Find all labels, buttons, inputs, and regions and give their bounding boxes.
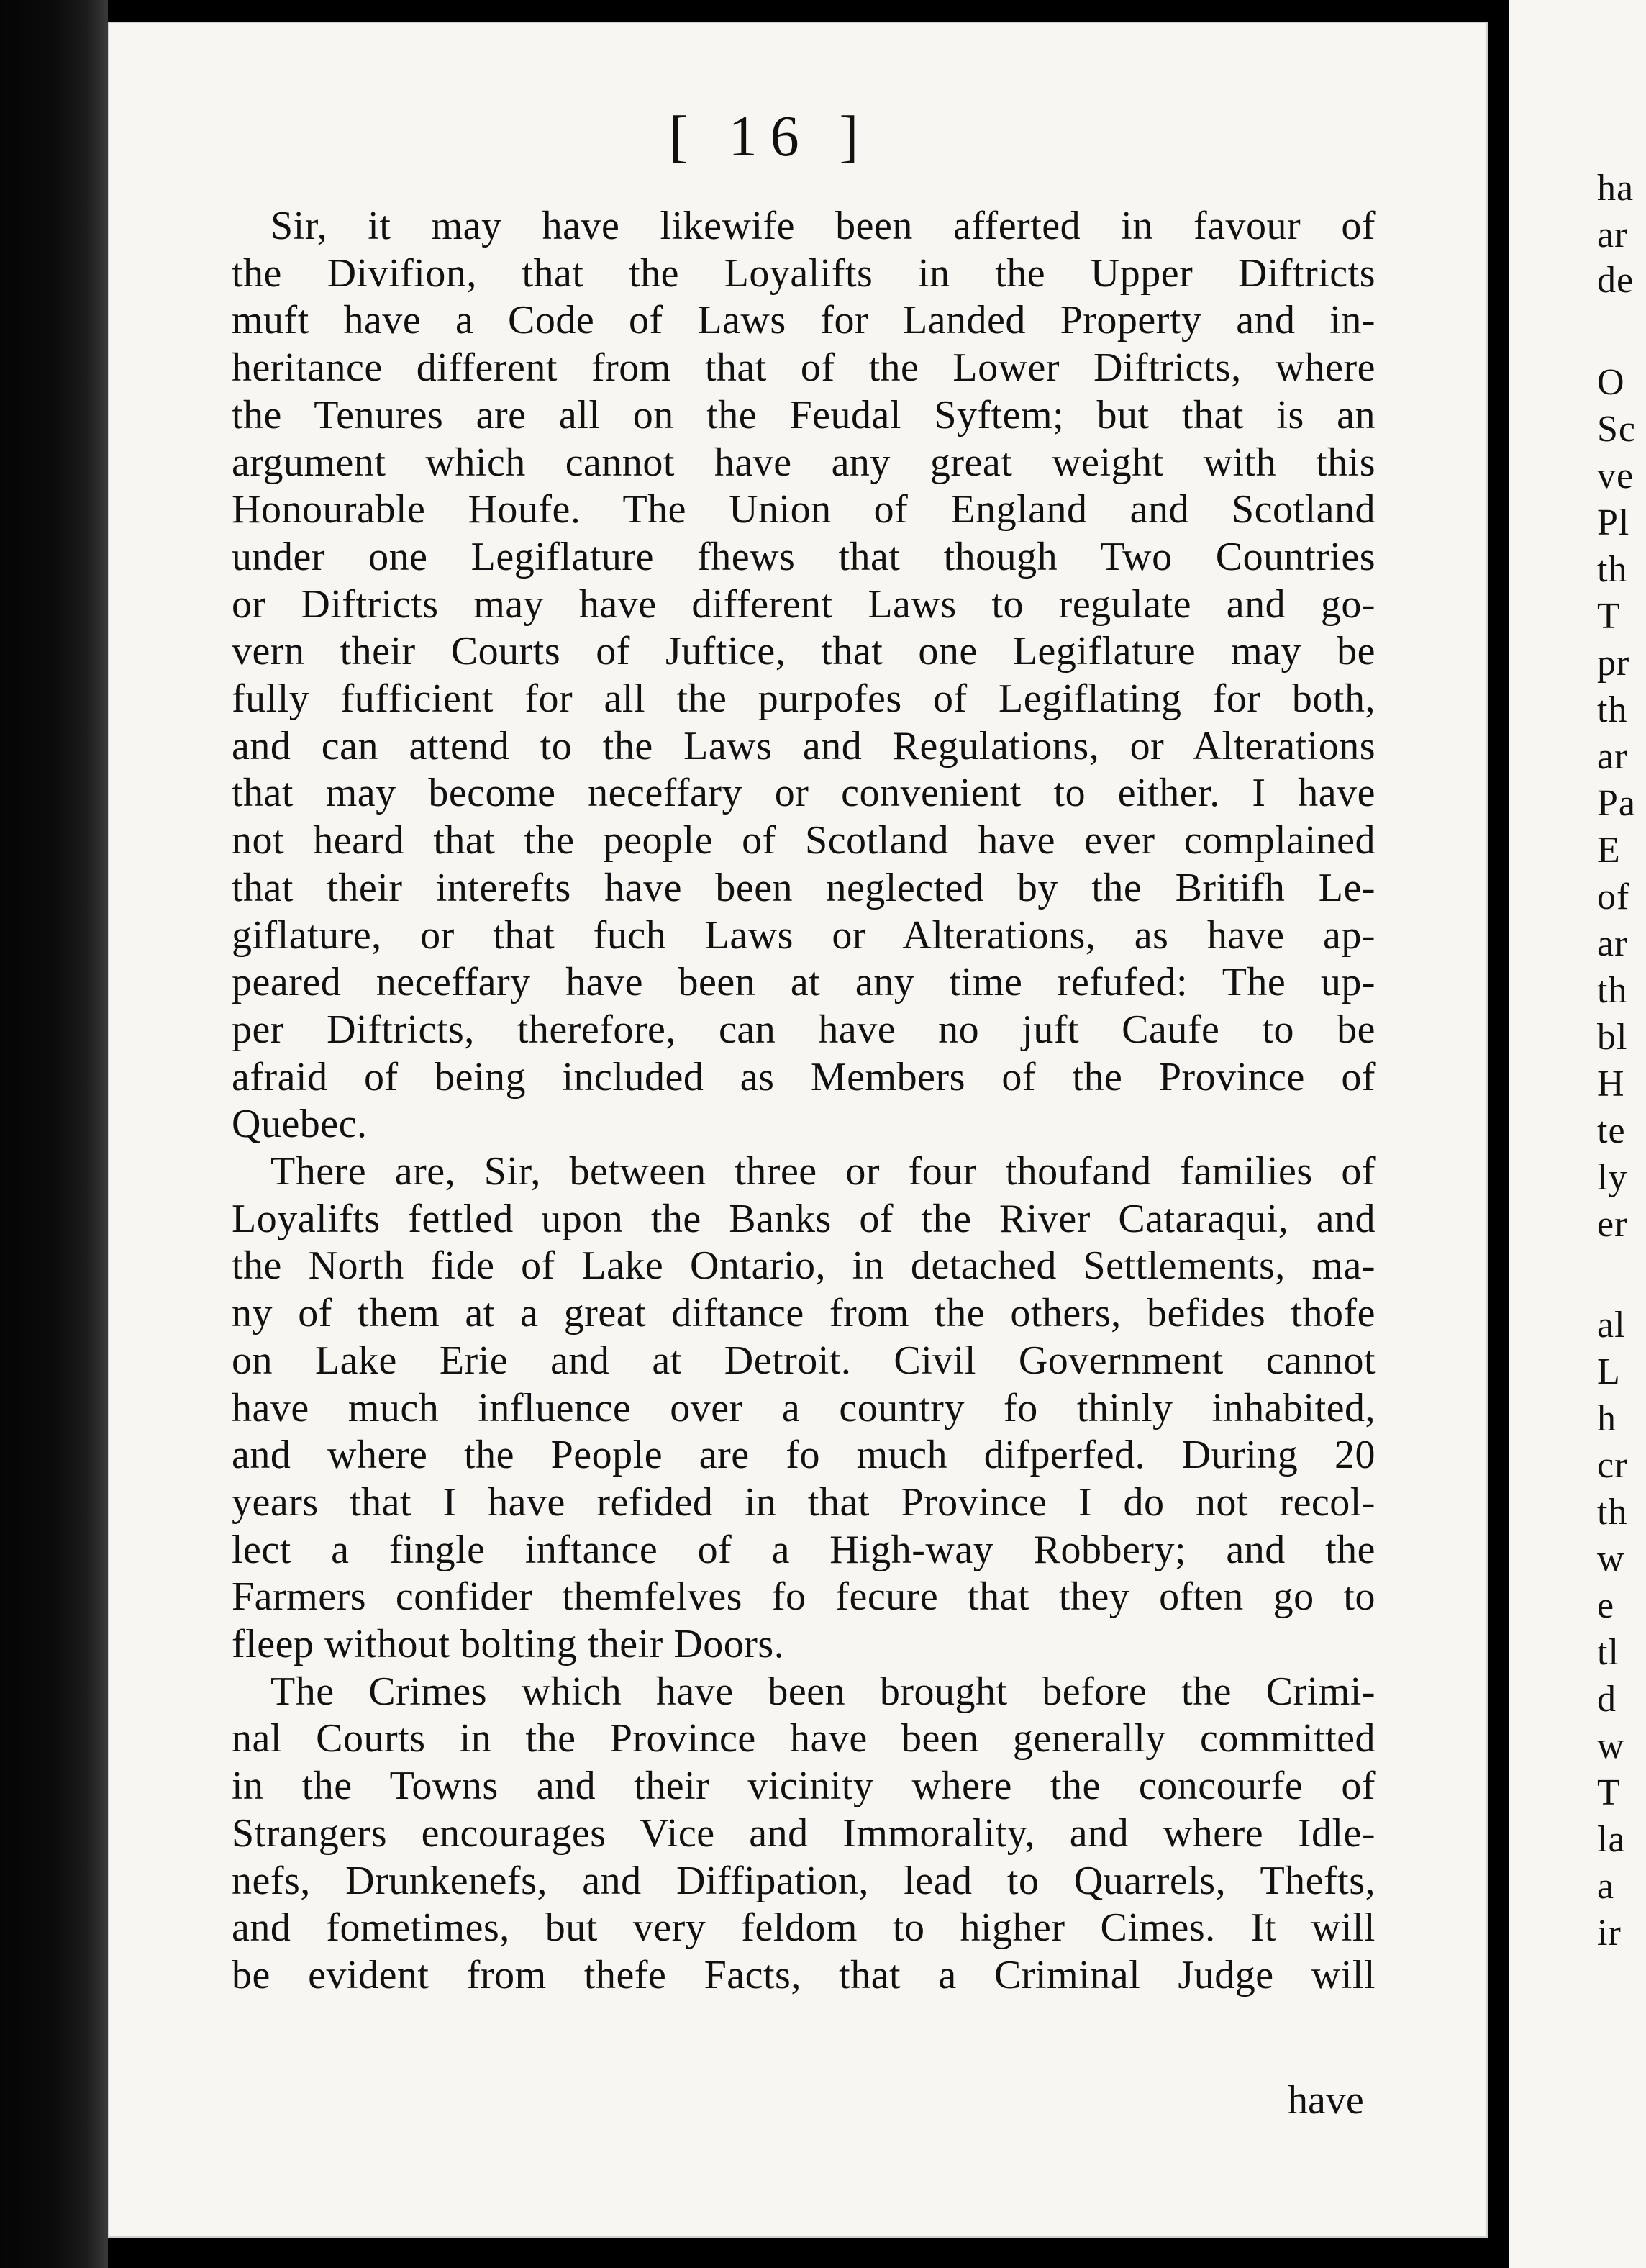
text-line: under one Legiflature fhews that though Two Countries	[232, 535, 1376, 579]
text-line: be evident from thefe Facts, that a Criminal Judge will	[232, 1953, 1376, 1997]
facing-page-line: la	[1597, 1819, 1626, 1860]
text-line: Quebec.	[232, 1102, 368, 1146]
text-line: giflature, or that fuch Laws or Alterations, as have ap-	[232, 913, 1376, 958]
text-line: afraid of being included as Members of the Province of	[232, 1055, 1376, 1099]
facing-page-line: de	[1597, 260, 1634, 301]
facing-page-fragment	[1509, 0, 1646, 2268]
catchword: have	[1288, 2078, 1364, 2123]
facing-page-line: Pa	[1597, 783, 1636, 824]
facing-page-line: a	[1597, 1866, 1615, 1907]
text-line: the Divifion, that the Loyalifts in the Upper Diftricts	[232, 251, 1376, 296]
facing-page-line: th	[1597, 549, 1628, 590]
facing-page-line: er	[1597, 1204, 1628, 1245]
text-line: fully fufficient for all the purpofes of Legiflating for both,	[232, 676, 1376, 721]
facing-page-line: H	[1597, 1063, 1625, 1104]
facing-page-line: tl	[1597, 1632, 1619, 1673]
text-line: in the Towns and their vicinity where the concourfe of	[232, 1764, 1376, 1808]
text-line: Sir, it may have likewife been afferted in favour of	[270, 204, 1376, 248]
facing-page-line: cr	[1597, 1445, 1628, 1486]
facing-page-line: bl	[1597, 1017, 1628, 1058]
facing-page-line: ir	[1597, 1913, 1622, 1954]
facing-page-line: th	[1597, 689, 1628, 730]
facing-page-line: T	[1597, 596, 1621, 637]
text-line: on Lake Erie and at Detroit. Civil Government cannot	[232, 1338, 1376, 1383]
facing-page-line: pr	[1597, 643, 1630, 684]
text-line: the Tenures are all on the Feudal Syftem; but that is an	[232, 393, 1376, 437]
facing-page-line: of	[1597, 876, 1630, 917]
text-line: The Crimes which have been brought before the Crimi-	[270, 1669, 1376, 1714]
text-line: not heard that the people of Scotland have ever complained	[232, 818, 1376, 863]
text-line: peared neceffary have been at any time refufed: The up-	[232, 960, 1376, 1004]
facing-page-line: ar	[1597, 923, 1628, 964]
facing-page-line: L	[1597, 1351, 1621, 1392]
facing-page-line: e	[1597, 1585, 1615, 1626]
facing-page-line: d	[1597, 1679, 1617, 1720]
facing-page-line: E	[1597, 830, 1621, 871]
text-line: Farmers confider themfelves fo fecure that they often go to	[232, 1574, 1376, 1619]
text-line: Honourable Houfe. The Union of England and Scotland	[232, 487, 1376, 532]
facing-page-line: ly	[1597, 1157, 1628, 1198]
facing-page-line: w	[1597, 1725, 1625, 1766]
facing-page-line: Pl	[1597, 502, 1630, 543]
text-line: There are, Sir, between three or four thoufand families of	[270, 1149, 1376, 1194]
text-line: nefs, Drunkenefs, and Diffipation, lead to Quarrels, Thefts,	[232, 1859, 1376, 1903]
facing-page-line: O	[1597, 362, 1625, 403]
text-line: and where the People are fo much difperfed. During 20	[232, 1433, 1376, 1477]
facing-page-line: te	[1597, 1110, 1626, 1151]
text-line: the North fide of Lake Ontario, in detached Settlements, ma-	[232, 1243, 1376, 1288]
text-line: muft have a Code of Laws for Landed Property and in-	[232, 298, 1376, 343]
text-line: and fometimes, but very feldom to higher Cimes. It will	[232, 1905, 1376, 1950]
facing-page-line: w	[1597, 1538, 1625, 1579]
facing-page-line: ar	[1597, 214, 1628, 255]
text-line: years that I have refided in that Province I do not recol-	[232, 1480, 1376, 1525]
text-line: fleep without bolting their Doors.	[232, 1622, 785, 1666]
facing-page-line: ar	[1597, 736, 1628, 777]
text-line: or Diftricts may have different Laws to regulate and go-	[232, 582, 1376, 627]
text-line: have much influence over a country fo thinly inhabited,	[232, 1386, 1376, 1430]
text-line: heritance different from that of the Lower Diftricts, where	[232, 345, 1376, 390]
text-line: Loyalifts fettled upon the Banks of the River Cataraqui, and	[232, 1197, 1376, 1241]
text-line: ny of them at a great diftance from the others, befides thofe	[232, 1291, 1376, 1335]
page-gutter	[1488, 0, 1509, 2268]
text-line: that may become neceffary or convenient to either. I have	[232, 771, 1376, 815]
text-line: lect a fingle inftance of a High-way Robbery; and the	[232, 1528, 1376, 1572]
text-line: vern their Courts of Juftice, that one Legiflature may be	[232, 629, 1376, 673]
facing-page-line: th	[1597, 970, 1628, 1011]
text-line: per Diftricts, therefore, can have no juft Caufe to be	[232, 1007, 1376, 1052]
facing-page-line: h	[1597, 1398, 1617, 1439]
facing-page-line: al	[1597, 1305, 1626, 1346]
page-number: [ 16 ]	[669, 105, 872, 168]
text-line: and can attend to the Laws and Regulations, or Alterations	[232, 724, 1376, 768]
facing-page-line: T	[1597, 1772, 1621, 1813]
text-line: argument which cannot have any great weight with this	[232, 440, 1376, 485]
text-line: Strangers encourages Vice and Immorality, and where Idle-	[232, 1811, 1376, 1856]
text-line: that their interefts have been neglected by the Britifh Le-	[232, 866, 1376, 910]
facing-page-line: Sc	[1597, 409, 1636, 450]
facing-page-line: ve	[1597, 455, 1634, 496]
book-spine-shadow	[0, 0, 108, 2268]
facing-page-line: ha	[1597, 168, 1634, 209]
facing-page-line: th	[1597, 1492, 1628, 1533]
text-line: nal Courts in the Province have been generally committed	[232, 1716, 1376, 1761]
